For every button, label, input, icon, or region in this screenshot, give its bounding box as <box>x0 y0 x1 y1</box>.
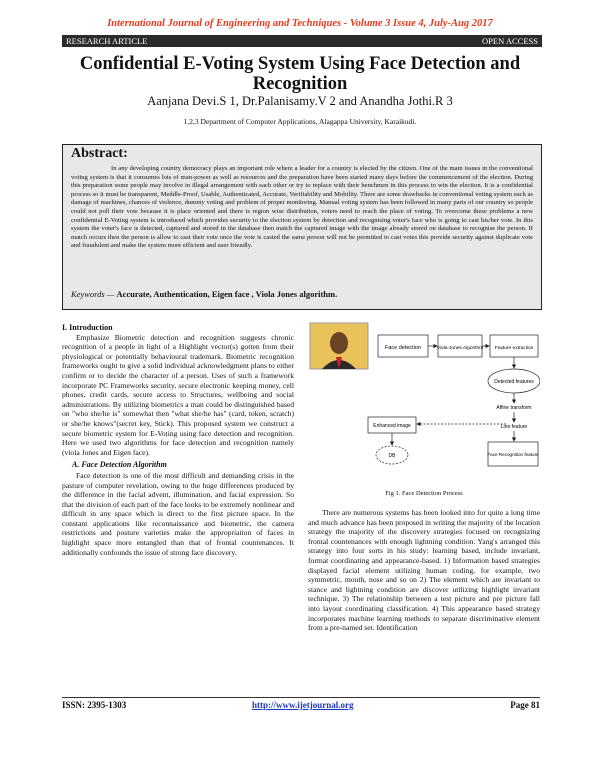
detected-features-node: Detected features <box>494 379 534 385</box>
open-access-label: OPEN ACCESS <box>482 36 538 46</box>
abstract-box <box>62 144 542 310</box>
paper-authors: Aanjana Devi.S 1, Dr.Palanisamy.V 2 and Anandha Jothi.R 3 <box>147 94 453 108</box>
enhanced-image-node: Enhanced image <box>373 423 411 429</box>
flow-diagram <box>308 321 540 481</box>
article-type-label: RESEARCH ARTICLE <box>66 36 148 46</box>
page-footer <box>62 697 540 710</box>
keywords-line <box>71 289 337 299</box>
section-heading-introduction: I. Introduction <box>62 323 113 332</box>
viola-jones-node: Viola-Jones Algorithm <box>436 346 484 351</box>
page-number: Page 81 <box>510 700 540 710</box>
face-detection-paragraph: Face detection is one of the most difficult and demanding crisis in the pasture of computer revelation, owing to the huge differences produced by the difference in the facial advent, illumination, and facial expression. So that the division of each part of the face looks to be extremely nonlinear and difficult in any space which is direct to the first picture space. In the constant applications like reconnaissance and biometric, the camera restrictions and posture varieties make the appropriation of faces in highlight space more entangled than that of frontal countenances. It additionally confounds the issue of strong face discovery. <box>62 470 294 557</box>
keywords-label: Keywords — <box>71 289 115 299</box>
left-column <box>62 323 294 557</box>
abstract-heading: Abstract: <box>71 146 128 161</box>
database-node: DB <box>388 453 396 459</box>
face-recognition-node: Face Recognition feature <box>487 452 539 457</box>
face-detection-node: Face detection <box>384 345 422 351</box>
face-detection-figure <box>308 321 540 481</box>
keywords-list: Accurate, Authentication, Eigen face , Viola Jones algorithm. <box>116 289 338 299</box>
paper-affiliation: 1,2,3 Department of Computer Applications, Alagappa University, Karaikudi. <box>183 117 417 126</box>
abstract-text: In any developing country democracy plays an important role where a leader for a country is elected by the citizen. One of the main issues in the conventional voting system is that it consumes lots of man-power as well as resources and the preparation have been started many days before the commencement of the election. During this preparation some people may involve in illegal arrangement with each other or try to replace with their henchmen in this process to win the election. It is a confidential process so it must be transparent, Meddle-Proof, Usable, Authenticated, Accurate, Verifiability and Mobility. There are some drawbacks in conventional voting system such as damage of machines, chances of violence, dummy voting and problem of proper monitoring. Manual voting system has been followed in many parts of our country so people could not poll their vote because it is place oriented and there is region wise distribution, voters need to reach the place of voting. To overcome these problems a new confidential E-Voting system is introduced which provides security to the election system by detection and recognising voter's face who is going to cast his/her vote. In this system the voter's face is detected, captured and stored in the database then match the captured image with the image already stored on database to recognise the person. If match occurs then the person is allow to cast their vote once the vote is casted the same person will not be permitted to cast votes this provide security against duplicate vote and fraudulent and make the system more efficient and user friendly. <box>71 165 533 250</box>
journal-url-link[interactable]: http://www.ijetjournal.org <box>252 700 354 710</box>
intro-paragraph: Emphasize Biometric detection and recognition suggests chronic recognition of a people in light of a Highlight vector(s) gotten from their physiological or potentially behavioural trademark. Biometric recognition frameworks ought to give a solid individual acknowledgment plans to either confirm or to decide the character of a person. Uses of such a framework incorporate PC Frameworks security, secure electronic keeping money, cell phones, credit cards, secure access to Structures, wellbeing and social administrations. By utilizing biometrics a man could be distinguished based on "who she/he is" somewhat then "what she/he has" (card, token, scratch) or she/he knows"(secret key, Stick). This proposed system we construct a secure biometric system for E-Voting using face detection and recognition. Here we used two algorithms for face detection and recognition namely (viola Jones and Eigen face). <box>62 332 294 457</box>
article-type-bar <box>62 35 542 47</box>
figure-caption: Fig 1. Face Detection Process <box>385 490 463 497</box>
voter-photo <box>310 323 368 369</box>
right-column <box>308 508 540 633</box>
line-feature-node: Line feature <box>500 424 528 430</box>
affine-transform-node: Affine transform <box>496 405 532 411</box>
feature-extraction-node: Feature extraction <box>494 346 534 351</box>
detection-methods-paragraph: There are numerous systems has been looked into for quite a long time and much advance has been proposed in writing the majority of the location strategy the majority of the discovery strategies focused on recognizing frontal countenances with enough lightning condition. Yang's arranged this strategy into four sorts in his study: learning based, include invariant, format coordinating and appearance-based. 1) Information based strategies displayed facial element utilizing human coding, for example, two symmetric, mouth, nose and so on 2) The element which are invariant to stance and lightning condition are discover utilizing highlight invariant technique. 3) The relationship between a test picture and pre picture fall into layout coordinating classification. 4) This appearance based strategy incorporates machine learning methods to separate discriminative element from a pre-named set. Identification <box>308 508 540 633</box>
journal-header: International Journal of Engineering and Techniques - Volume 3 Issue 4, July-Aug 2017 <box>107 18 493 29</box>
paper-title: Confidential E-Voting System Using Face Detection and Recognition <box>79 54 521 94</box>
subsection-heading-face-detection: A. Face Detection Algorithm <box>72 460 167 470</box>
issn-label: ISSN: 2395-1303 <box>62 700 127 710</box>
